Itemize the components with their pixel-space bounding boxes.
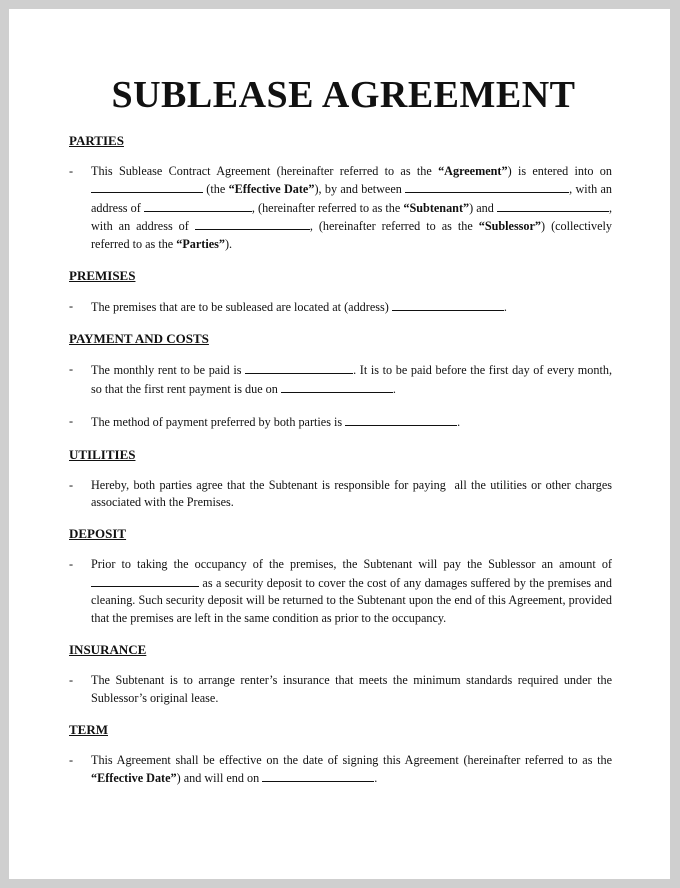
blank-date[interactable] [91, 180, 203, 193]
text: ) (collectively referred to as the [91, 219, 612, 251]
bullet-dash: - [69, 414, 74, 429]
blank-sublessor-name[interactable] [497, 199, 609, 212]
text: . [392, 381, 396, 396]
section-parties [69, 133, 612, 253]
section-term [69, 722, 612, 788]
text: (the [203, 182, 229, 197]
heading-insurance: INSURANCE [69, 642, 147, 658]
payment-method-paragraph [69, 413, 612, 431]
text: , (hereinafter referred to as the [309, 219, 479, 234]
text: Hereby, both parties agree that the Subtenant is responsible for paying all the utilities or other charges associated with the Premises. [91, 477, 612, 510]
heading-premises: PREMISES [69, 268, 136, 284]
text: ). [225, 236, 233, 251]
section-utilities [69, 447, 612, 512]
text: . It is to be paid before the first day of every month, so that the first rent payment is due on [91, 363, 612, 396]
text: ), by and between [314, 182, 406, 197]
term-sublessor: “Sublessor” [478, 219, 542, 234]
text: , with an address of [91, 200, 612, 234]
section-insurance [69, 642, 612, 707]
text: The monthly rent to be paid is [91, 363, 246, 378]
document-title: SUBLEASE AGREEMENT [111, 74, 576, 116]
blank-premises-address[interactable] [392, 298, 504, 311]
insurance-paragraph [69, 672, 612, 707]
text: . [374, 771, 378, 786]
text: The method of payment preferred by both parties is [91, 415, 346, 430]
term-paragraph [69, 752, 612, 788]
text: The premises that are to be subleased are located at (address) [91, 300, 392, 315]
text: , (hereinafter referred to as the [251, 200, 404, 215]
text: , with an address of [91, 182, 612, 215]
blank-first-payment-date[interactable] [281, 380, 393, 393]
section-payment [69, 331, 612, 431]
text: ) is entered into on [507, 164, 612, 178]
utilities-paragraph [69, 477, 612, 512]
text: ) and will end on [176, 771, 263, 786]
text: This Sublease Contract Agreement (hereinafter referred to as the [91, 164, 439, 178]
blank-subtenant-name[interactable] [405, 180, 569, 193]
blank-monthly-rent[interactable] [245, 361, 353, 374]
deposit-paragraph [69, 556, 612, 627]
bullet-dash: - [69, 362, 74, 377]
blank-subtenant-address[interactable] [144, 199, 252, 212]
text: . [503, 300, 507, 315]
bullet-dash: - [69, 557, 74, 572]
text: . [457, 415, 461, 430]
bullet-dash: - [69, 164, 74, 178]
premises-paragraph [69, 298, 612, 316]
text: This Agreement shall be effective on the date of signing this Agreement (hereinafter referred to as the [91, 752, 612, 767]
text: as a security deposit to cover the cost of any damages suffered by the premises and cleaning. Such security deposit will be returned to the Subtenant upon the end of this Agreement, provided that the premises are left in the same condition as prior to the occupancy. [91, 575, 612, 625]
term-agreement: “Agreement” [438, 164, 508, 178]
parties-paragraph [69, 163, 612, 253]
text: The Subtenant is to arrange renter’s insurance that meets the minimum standards required under the Sublessor’s original lease. [91, 673, 612, 705]
document-page [9, 9, 670, 879]
text: Prior to taking the occupancy of the premises, the Subtenant will pay the Sublessor an amount of [91, 557, 612, 572]
heading-payment: PAYMENT AND COSTS [69, 331, 209, 347]
text: ) and [469, 200, 497, 215]
term-subtenant: “Subtenant” [403, 200, 470, 215]
blank-end-date[interactable] [262, 769, 374, 782]
section-premises [69, 268, 612, 316]
bullet-dash: - [69, 299, 74, 314]
term-effective-date: “Effective Date” [91, 771, 177, 786]
bullet-dash: - [69, 673, 74, 688]
blank-payment-method[interactable] [345, 413, 457, 426]
bullet-dash: - [69, 752, 74, 767]
blank-sublessor-address[interactable] [195, 217, 310, 230]
heading-deposit: DEPOSIT [69, 526, 127, 542]
heading-parties: PARTIES [69, 133, 124, 148]
heading-utilities: UTILITIES [69, 446, 136, 462]
term-effective-date: “Effective Date” [228, 182, 315, 197]
blank-deposit-amount[interactable] [91, 574, 199, 587]
section-deposit [69, 526, 612, 627]
term-parties: “Parties” [176, 236, 225, 251]
bullet-dash: - [69, 477, 74, 492]
payment-rent-paragraph [69, 361, 612, 398]
heading-term: TERM [69, 721, 108, 737]
